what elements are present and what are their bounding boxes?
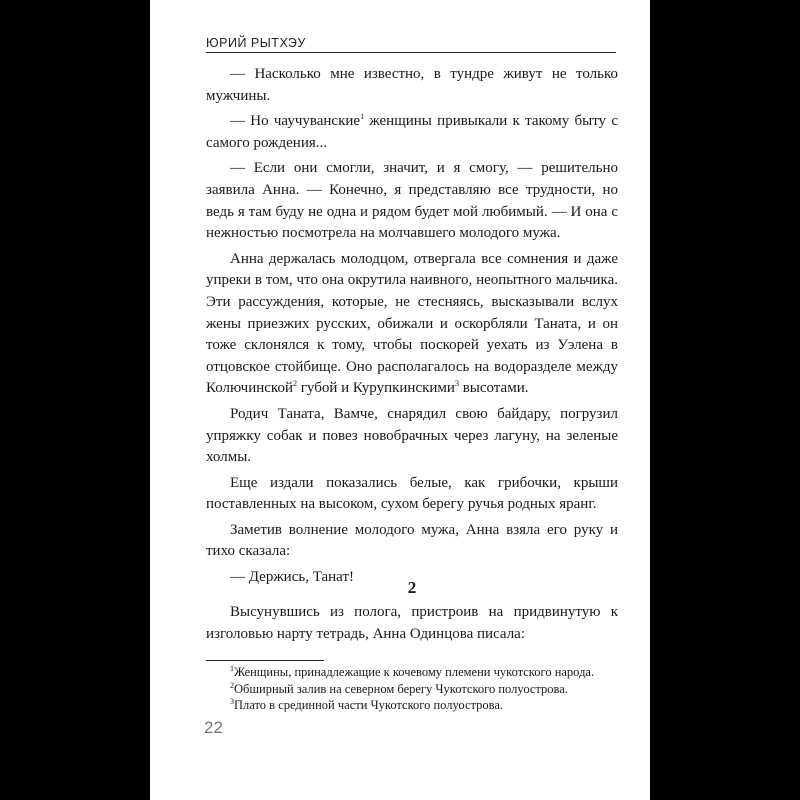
footnote-ref-3: 3 [454,379,459,389]
footnote-divider [206,660,324,661]
running-head: ЮРИЙ РЫТХЭУ [206,36,306,50]
book-page [150,0,650,800]
footnote-item [230,681,620,698]
footnote-ref-2: 2 [293,379,297,389]
footnote-item [230,664,620,681]
footnotes [230,664,620,714]
footnote-mark: 2 [230,680,234,690]
paragraph-8: — Держись, Танат! [230,569,355,586]
paragraph-4-start: Анна держалась молодцом, отвергала все сомнения и даже упреки в том, что она окрутила наивного, неопытного мальчика. Эти рассуждения, которые, не стесняясь, высказывали вслух жены приезжих русских, обижали и оскорбляли Таната, и он тоже склонялся к тому, чтобы поскорей уехать из Уэлена в отцовское стойбище. Оно располагалось на водоразделе между Колючинской [206,250,618,397]
footnote-item [230,697,620,714]
body-text [206,64,618,593]
paragraph-1: — Насколько мне известно, в тундре живут не только мужчины. [206,66,618,104]
paragraph-2 [206,111,618,154]
footnote-text: Плато в срединной части Чукотского полуострова. [234,698,504,712]
footnote-text: Женщины, принадлежащие к кочевому племени чукотского народа. [234,665,595,679]
chapter-number: 2 [407,578,417,597]
paragraph-4-end: высотами. [458,380,529,397]
paragraph-2-end: женщины привыкали к такому быту с самого рождения... [206,113,618,151]
paragraph-7: Заметив волнение молодого мужа, Анна взяла его руку и тихо сказала: [206,521,618,560]
footnote-mark: 3 [230,696,234,706]
page-number: 22 [204,718,223,737]
footnote-mark: 1 [230,663,234,673]
chapter-paragraph-1: Высунувшись из полога, пристроив на придвинутую к изголовью нарту тетрадь, Анна Одинцова писала: [206,604,618,642]
header-divider [206,52,616,53]
footnote-ref-1: 1 [360,112,365,122]
paragraph-5: Родич Таната, Вамче, снарядил свою байдару, погрузил упряжку собак и повез новобрачных через лагуну, на зеленые холмы. [206,405,618,466]
chapter-text [206,602,618,645]
paragraph-2-start: — Но чаучуванские [230,113,361,130]
paragraph-3: — Если они смогли, значит, и я смогу, — решительно заявила Анна. — Конечно, я представляю все трудности, но ведь я там буду не одна и рядом будет мой любимый. — И она с нежностью посмотрела на молчавшего молодого мужа. [206,160,618,242]
footnote-text: Обширный залив на северном берегу Чукотского полуострова. [234,681,568,696]
paragraph-4-middle: губой и Курупкинскими [297,380,455,397]
paragraph-4 [206,249,618,400]
paragraph-6: Еще издали показались белые, как грибочки, крыши поставленных на высоком, сухом берегу ручья родных яранг. [206,474,618,513]
